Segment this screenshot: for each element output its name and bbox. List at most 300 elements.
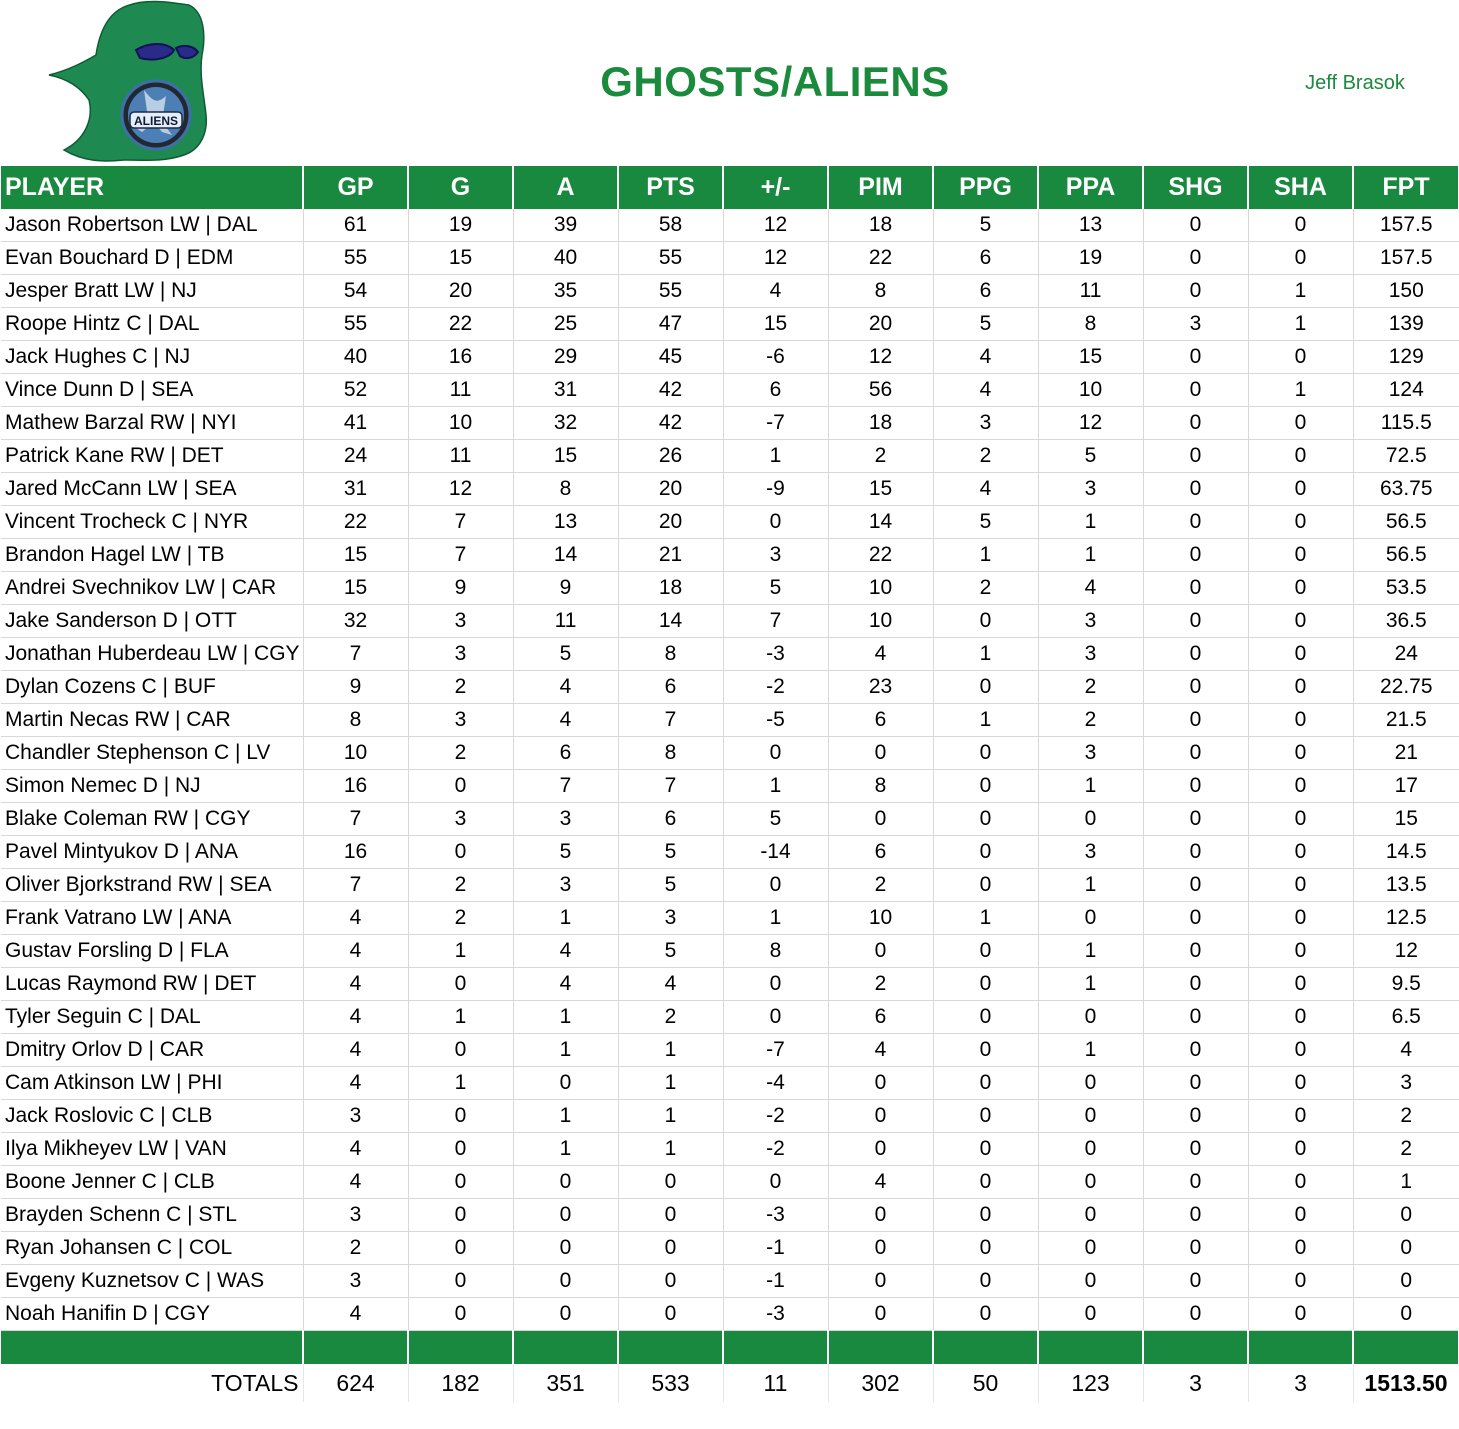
- stat-cell-g: 16: [408, 341, 513, 374]
- stat-cell-pts: 8: [618, 638, 723, 671]
- stat-cell-ppg: 0: [933, 1100, 1038, 1133]
- table-row: [1, 341, 1459, 374]
- stat-cell-g: 0: [408, 770, 513, 803]
- stat-cell-fpt: 1: [1353, 1166, 1459, 1199]
- total-cell-sha: 3: [1248, 1364, 1353, 1402]
- stat-cell-g: 2: [408, 737, 513, 770]
- stat-cell-pim: 0: [828, 1133, 933, 1166]
- stat-cell-g: 0: [408, 1133, 513, 1166]
- stat-cell-sha: 0: [1248, 902, 1353, 935]
- stat-cell-gp: 10: [303, 737, 408, 770]
- stat-cell-pim: 18: [828, 407, 933, 440]
- stat-cell-fpt: 21: [1353, 737, 1459, 770]
- stat-cell-ppa: 4: [1038, 572, 1143, 605]
- stat-cell-ppg: 0: [933, 935, 1038, 968]
- column-header-shg: SHG: [1143, 166, 1248, 209]
- stat-cell-fpt: 13.5: [1353, 869, 1459, 902]
- stat-cell-shg: 0: [1143, 506, 1248, 539]
- stat-cell-pim: 6: [828, 836, 933, 869]
- player-name-cell: Noah Hanifin D | CGY: [1, 1298, 303, 1331]
- stat-cell-shg: 0: [1143, 374, 1248, 407]
- stat-cell-pts: 4: [618, 968, 723, 1001]
- stat-cell-pts: 0: [618, 1265, 723, 1298]
- stat-cell-g: 10: [408, 407, 513, 440]
- column-header-a: A: [513, 166, 618, 209]
- stat-cell-ppa: 13: [1038, 209, 1143, 242]
- stat-cell-g: 1: [408, 1067, 513, 1100]
- stat-cell-ppg: 1: [933, 539, 1038, 572]
- stat-cell-: -2: [723, 1133, 828, 1166]
- column-header-pim: PIM: [828, 166, 933, 209]
- stat-cell-fpt: 12: [1353, 935, 1459, 968]
- page-title: GHOSTS/ALIENS: [600, 58, 950, 105]
- stat-cell-a: 0: [513, 1298, 618, 1331]
- stat-cell-gp: 15: [303, 572, 408, 605]
- stat-cell-ppa: 0: [1038, 1133, 1143, 1166]
- stat-cell-: 0: [723, 506, 828, 539]
- stat-cell-ppa: 10: [1038, 374, 1143, 407]
- player-name-cell: Mathew Barzal RW | NYI: [1, 407, 303, 440]
- column-header-fpt: FPT: [1353, 166, 1459, 209]
- stat-cell-pim: 0: [828, 1199, 933, 1232]
- stat-cell-g: 0: [408, 1199, 513, 1232]
- player-stats-table: [1, 166, 1459, 1402]
- stat-cell-ppg: 0: [933, 1265, 1038, 1298]
- stat-cell-ppg: 0: [933, 671, 1038, 704]
- player-name-cell: Ilya Mikheyev LW | VAN: [1, 1133, 303, 1166]
- stat-cell-ppg: 0: [933, 737, 1038, 770]
- stat-cell-gp: 55: [303, 242, 408, 275]
- stat-cell-pim: 0: [828, 1100, 933, 1133]
- total-cell-a: 351: [513, 1364, 618, 1402]
- column-header-sha: SHA: [1248, 166, 1353, 209]
- stat-cell-g: 0: [408, 968, 513, 1001]
- stat-cell-sha: 0: [1248, 605, 1353, 638]
- stat-cell-sha: 0: [1248, 704, 1353, 737]
- stat-cell-g: 2: [408, 902, 513, 935]
- table-row: [1, 1166, 1459, 1199]
- stat-cell-ppa: 1: [1038, 968, 1143, 1001]
- stat-cell-: -2: [723, 1100, 828, 1133]
- stat-cell-pts: 20: [618, 473, 723, 506]
- player-name-cell: Vincent Trocheck C | NYR: [1, 506, 303, 539]
- stat-cell-pim: 8: [828, 275, 933, 308]
- stat-cell-sha: 0: [1248, 407, 1353, 440]
- stat-cell-pts: 55: [618, 275, 723, 308]
- stat-cell-pts: 18: [618, 572, 723, 605]
- stat-cell-gp: 3: [303, 1199, 408, 1232]
- separator-cell: [1143, 1331, 1248, 1365]
- stat-cell-ppg: 1: [933, 902, 1038, 935]
- stat-cell-g: 0: [408, 1100, 513, 1133]
- player-name-cell: Cam Atkinson LW | PHI: [1, 1067, 303, 1100]
- total-cell-pts: 533: [618, 1364, 723, 1402]
- stat-cell-: 8: [723, 935, 828, 968]
- ghost-aliens-logo: [44, 0, 214, 166]
- stat-cell-ppa: 12: [1038, 407, 1143, 440]
- stat-cell-shg: 0: [1143, 539, 1248, 572]
- stat-cell-pts: 58: [618, 209, 723, 242]
- stat-cell-ppa: 1: [1038, 869, 1143, 902]
- stat-cell-g: 0: [408, 836, 513, 869]
- stat-cell-sha: 0: [1248, 770, 1353, 803]
- total-cell-ppg: 50: [933, 1364, 1038, 1402]
- stat-cell-: -3: [723, 1199, 828, 1232]
- stat-cell-: -14: [723, 836, 828, 869]
- stat-cell-g: 11: [408, 440, 513, 473]
- stat-cell-pim: 0: [828, 935, 933, 968]
- stat-cell-g: 9: [408, 572, 513, 605]
- stat-cell-a: 11: [513, 605, 618, 638]
- total-cell-fpt: 1513.50: [1353, 1364, 1459, 1402]
- stat-cell-pim: 22: [828, 242, 933, 275]
- column-header-ppg: PPG: [933, 166, 1038, 209]
- stat-cell-pts: 1: [618, 1067, 723, 1100]
- totals-row: [1, 1364, 1459, 1402]
- stat-cell-pim: 10: [828, 902, 933, 935]
- player-name-cell: Chandler Stephenson C | LV: [1, 737, 303, 770]
- table-row: [1, 737, 1459, 770]
- stat-cell-ppa: 3: [1038, 836, 1143, 869]
- stat-cell-: 5: [723, 572, 828, 605]
- stat-cell-gp: 16: [303, 770, 408, 803]
- stat-cell-pts: 3: [618, 902, 723, 935]
- stat-cell-pts: 21: [618, 539, 723, 572]
- stat-cell-shg: 0: [1143, 803, 1248, 836]
- stat-cell-g: 3: [408, 803, 513, 836]
- table-row: [1, 374, 1459, 407]
- stat-cell-a: 0: [513, 1199, 618, 1232]
- stat-cell-sha: 0: [1248, 1034, 1353, 1067]
- table-row: [1, 671, 1459, 704]
- stat-cell-pim: 4: [828, 1166, 933, 1199]
- stat-cell-sha: 0: [1248, 473, 1353, 506]
- stat-cell-fpt: 14.5: [1353, 836, 1459, 869]
- stat-cell-gp: 3: [303, 1100, 408, 1133]
- stat-cell-sha: 1: [1248, 374, 1353, 407]
- stat-cell-a: 0: [513, 1232, 618, 1265]
- separator-cell: [723, 1331, 828, 1365]
- player-name-cell: Jack Hughes C | NJ: [1, 341, 303, 374]
- stat-cell-gp: 4: [303, 1001, 408, 1034]
- stat-cell-ppa: 0: [1038, 1001, 1143, 1034]
- stat-cell-shg: 0: [1143, 1001, 1248, 1034]
- stat-cell-fpt: 0: [1353, 1199, 1459, 1232]
- stat-cell-g: 12: [408, 473, 513, 506]
- separator-cell: [618, 1331, 723, 1365]
- stat-cell-gp: 4: [303, 1133, 408, 1166]
- player-name-cell: Ryan Johansen C | COL: [1, 1232, 303, 1265]
- player-name-cell: Jake Sanderson D | OTT: [1, 605, 303, 638]
- stat-cell-pts: 1: [618, 1133, 723, 1166]
- stat-cell-ppa: 0: [1038, 1166, 1143, 1199]
- stat-cell-fpt: 56.5: [1353, 539, 1459, 572]
- player-name-cell: Jack Roslovic C | CLB: [1, 1100, 303, 1133]
- stat-cell-pts: 0: [618, 1232, 723, 1265]
- separator-cell: [933, 1331, 1038, 1365]
- stat-cell-ppa: 5: [1038, 440, 1143, 473]
- totals-separator-bar: [1, 1331, 1459, 1365]
- table-row: [1, 803, 1459, 836]
- table-row: [1, 275, 1459, 308]
- stat-cell-ppg: 0: [933, 1199, 1038, 1232]
- table-row: [1, 935, 1459, 968]
- stat-cell-pim: 4: [828, 1034, 933, 1067]
- stat-cell-a: 31: [513, 374, 618, 407]
- stat-cell-pts: 14: [618, 605, 723, 638]
- stat-cell-a: 14: [513, 539, 618, 572]
- stat-cell-sha: 0: [1248, 671, 1353, 704]
- stat-cell-: -9: [723, 473, 828, 506]
- player-name-cell: Evgeny Kuznetsov C | WAS: [1, 1265, 303, 1298]
- stat-cell-ppg: 3: [933, 407, 1038, 440]
- stat-cell-fpt: 129: [1353, 341, 1459, 374]
- stat-cell-ppa: 19: [1038, 242, 1143, 275]
- separator-cell: [1, 1331, 303, 1365]
- stat-cell-pim: 15: [828, 473, 933, 506]
- table-row: [1, 473, 1459, 506]
- player-name-cell: Simon Nemec D | NJ: [1, 770, 303, 803]
- stat-cell-gp: 22: [303, 506, 408, 539]
- stat-cell-a: 4: [513, 671, 618, 704]
- stat-cell-sha: 0: [1248, 1232, 1353, 1265]
- stat-cell-sha: 0: [1248, 539, 1353, 572]
- stat-cell-: 15: [723, 308, 828, 341]
- stat-cell-gp: 3: [303, 1265, 408, 1298]
- stat-cell-sha: 0: [1248, 1265, 1353, 1298]
- stat-cell-fpt: 115.5: [1353, 407, 1459, 440]
- stat-cell-g: 19: [408, 209, 513, 242]
- stat-cell-sha: 0: [1248, 935, 1353, 968]
- stat-cell-pts: 2: [618, 1001, 723, 1034]
- stat-cell-ppa: 0: [1038, 1199, 1143, 1232]
- table-row: [1, 1034, 1459, 1067]
- stat-cell-fpt: 157.5: [1353, 242, 1459, 275]
- stat-cell-gp: 4: [303, 968, 408, 1001]
- stat-cell-g: 7: [408, 506, 513, 539]
- stat-cell-pim: 6: [828, 1001, 933, 1034]
- stat-cell-pts: 7: [618, 704, 723, 737]
- stat-cell-a: 35: [513, 275, 618, 308]
- separator-cell: [1353, 1331, 1459, 1365]
- stat-cell-pim: 20: [828, 308, 933, 341]
- player-name-cell: Dylan Cozens C | BUF: [1, 671, 303, 704]
- stat-cell-pts: 55: [618, 242, 723, 275]
- stat-cell-gp: 32: [303, 605, 408, 638]
- stat-cell-gp: 40: [303, 341, 408, 374]
- stat-cell-fpt: 4: [1353, 1034, 1459, 1067]
- stat-cell-fpt: 2: [1353, 1100, 1459, 1133]
- stat-cell-shg: 0: [1143, 836, 1248, 869]
- stat-cell-pim: 0: [828, 1298, 933, 1331]
- table-row: [1, 572, 1459, 605]
- stat-cell-fpt: 56.5: [1353, 506, 1459, 539]
- stat-cell-sha: 0: [1248, 209, 1353, 242]
- stat-cell-pim: 0: [828, 1232, 933, 1265]
- stat-cell-pim: 8: [828, 770, 933, 803]
- stat-cell-ppa: 1: [1038, 1034, 1143, 1067]
- stat-cell-a: 0: [513, 1067, 618, 1100]
- player-name-cell: Brayden Schenn C | STL: [1, 1199, 303, 1232]
- table-row: [1, 1199, 1459, 1232]
- table-row: [1, 308, 1459, 341]
- stat-cell-ppg: 2: [933, 572, 1038, 605]
- stat-cell-a: 9: [513, 572, 618, 605]
- separator-cell: [1248, 1331, 1353, 1365]
- stat-cell-gp: 41: [303, 407, 408, 440]
- stat-cell-g: 2: [408, 671, 513, 704]
- stat-cell-fpt: 15: [1353, 803, 1459, 836]
- stat-cell-: -6: [723, 341, 828, 374]
- stat-cell-: 3: [723, 539, 828, 572]
- stat-cell-: -1: [723, 1265, 828, 1298]
- stat-cell-shg: 0: [1143, 605, 1248, 638]
- stat-cell-ppa: 0: [1038, 803, 1143, 836]
- stat-cell-pts: 6: [618, 803, 723, 836]
- player-name-cell: Pavel Mintyukov D | ANA: [1, 836, 303, 869]
- stat-cell-ppg: 0: [933, 1232, 1038, 1265]
- table-row: [1, 1298, 1459, 1331]
- stat-cell-gp: 55: [303, 308, 408, 341]
- stat-cell-ppg: 4: [933, 473, 1038, 506]
- stat-cell-fpt: 9.5: [1353, 968, 1459, 1001]
- stat-cell-sha: 0: [1248, 803, 1353, 836]
- stat-cell-a: 1: [513, 1034, 618, 1067]
- stat-cell-shg: 0: [1143, 638, 1248, 671]
- stat-cell-sha: 0: [1248, 869, 1353, 902]
- player-name-cell: Dmitry Orlov D | CAR: [1, 1034, 303, 1067]
- separator-cell: [1038, 1331, 1143, 1365]
- stat-cell-ppa: 0: [1038, 902, 1143, 935]
- stat-cell-: 5: [723, 803, 828, 836]
- stat-cell-shg: 0: [1143, 770, 1248, 803]
- column-header-player: PLAYER: [1, 166, 303, 209]
- player-name-cell: Blake Coleman RW | CGY: [1, 803, 303, 836]
- stat-cell-: 1: [723, 902, 828, 935]
- stat-cell-gp: 4: [303, 1298, 408, 1331]
- stat-cell-a: 5: [513, 836, 618, 869]
- stat-cell-pts: 1: [618, 1100, 723, 1133]
- stat-cell-a: 29: [513, 341, 618, 374]
- stat-cell-shg: 0: [1143, 704, 1248, 737]
- stat-cell-gp: 4: [303, 1067, 408, 1100]
- stat-cell-shg: 0: [1143, 737, 1248, 770]
- table-row: [1, 869, 1459, 902]
- stat-cell-g: 1: [408, 935, 513, 968]
- stat-cell-a: 5: [513, 638, 618, 671]
- stat-cell-gp: 2: [303, 1232, 408, 1265]
- svg-text:ALIENS: ALIENS: [133, 114, 179, 128]
- table-row: [1, 407, 1459, 440]
- stat-cell-ppg: 0: [933, 1133, 1038, 1166]
- table-header-row: [1, 166, 1459, 209]
- page-header: [0, 0, 1459, 166]
- stat-cell-sha: 0: [1248, 1166, 1353, 1199]
- player-name-cell: Lucas Raymond RW | DET: [1, 968, 303, 1001]
- stat-cell-pts: 0: [618, 1166, 723, 1199]
- table-row: [1, 1001, 1459, 1034]
- stat-cell-shg: 0: [1143, 1034, 1248, 1067]
- stat-cell-ppa: 0: [1038, 1067, 1143, 1100]
- stat-cell-gp: 31: [303, 473, 408, 506]
- stat-cell-fpt: 150: [1353, 275, 1459, 308]
- table-row: [1, 242, 1459, 275]
- table-row: [1, 539, 1459, 572]
- stat-cell-: 7: [723, 605, 828, 638]
- stat-cell-ppg: 0: [933, 1067, 1038, 1100]
- stat-cell-sha: 0: [1248, 737, 1353, 770]
- stat-cell-: -7: [723, 407, 828, 440]
- stat-cell-g: 0: [408, 1265, 513, 1298]
- stat-cell-a: 32: [513, 407, 618, 440]
- player-name-cell: Brandon Hagel LW | TB: [1, 539, 303, 572]
- stat-cell-ppg: 4: [933, 341, 1038, 374]
- stat-cell-ppg: 0: [933, 1034, 1038, 1067]
- stat-cell-sha: 0: [1248, 638, 1353, 671]
- stat-cell-shg: 0: [1143, 407, 1248, 440]
- stat-cell-sha: 0: [1248, 1067, 1353, 1100]
- stat-cell-a: 13: [513, 506, 618, 539]
- stat-cell-shg: 0: [1143, 968, 1248, 1001]
- total-cell-gp: 624: [303, 1364, 408, 1402]
- stat-cell-a: 4: [513, 935, 618, 968]
- player-name-cell: Andrei Svechnikov LW | CAR: [1, 572, 303, 605]
- stat-cell-fpt: 3: [1353, 1067, 1459, 1100]
- table-row: [1, 1232, 1459, 1265]
- stat-cell-a: 4: [513, 704, 618, 737]
- stat-cell-pim: 23: [828, 671, 933, 704]
- stat-cell-shg: 0: [1143, 1232, 1248, 1265]
- total-cell-: 11: [723, 1364, 828, 1402]
- player-name-cell: Patrick Kane RW | DET: [1, 440, 303, 473]
- stat-cell-fpt: 21.5: [1353, 704, 1459, 737]
- stat-cell-pts: 5: [618, 935, 723, 968]
- stat-cell-a: 3: [513, 803, 618, 836]
- stat-cell-: 0: [723, 1166, 828, 1199]
- stat-cell-pim: 12: [828, 341, 933, 374]
- stat-cell-ppa: 15: [1038, 341, 1143, 374]
- stat-cell-a: 1: [513, 1133, 618, 1166]
- stat-cell-shg: 0: [1143, 242, 1248, 275]
- stat-cell-ppg: 5: [933, 506, 1038, 539]
- stat-cell-gp: 4: [303, 902, 408, 935]
- player-name-cell: Vince Dunn D | SEA: [1, 374, 303, 407]
- stat-cell-ppa: 1: [1038, 539, 1143, 572]
- stat-cell-fpt: 157.5: [1353, 209, 1459, 242]
- stat-cell-: 0: [723, 737, 828, 770]
- stat-cell-pim: 22: [828, 539, 933, 572]
- stat-cell-ppg: 4: [933, 374, 1038, 407]
- stat-cell-pts: 6: [618, 671, 723, 704]
- stat-cell-ppg: 0: [933, 770, 1038, 803]
- stat-cell-gp: 61: [303, 209, 408, 242]
- stat-cell-gp: 54: [303, 275, 408, 308]
- team-owner: Jeff Brasok: [1305, 72, 1405, 94]
- stat-cell-g: 0: [408, 1232, 513, 1265]
- stat-cell-pim: 2: [828, 440, 933, 473]
- stat-cell-shg: 0: [1143, 440, 1248, 473]
- stat-cell-sha: 0: [1248, 341, 1353, 374]
- stat-cell-g: 2: [408, 869, 513, 902]
- player-name-cell: Roope Hintz C | DAL: [1, 308, 303, 341]
- stat-cell-ppa: 1: [1038, 935, 1143, 968]
- stat-cell-ppg: 1: [933, 704, 1038, 737]
- player-name-cell: Jason Robertson LW | DAL: [1, 209, 303, 242]
- stat-cell-: 0: [723, 869, 828, 902]
- stat-cell-fpt: 6.5: [1353, 1001, 1459, 1034]
- stat-cell-: 6: [723, 374, 828, 407]
- stat-cell-g: 0: [408, 1298, 513, 1331]
